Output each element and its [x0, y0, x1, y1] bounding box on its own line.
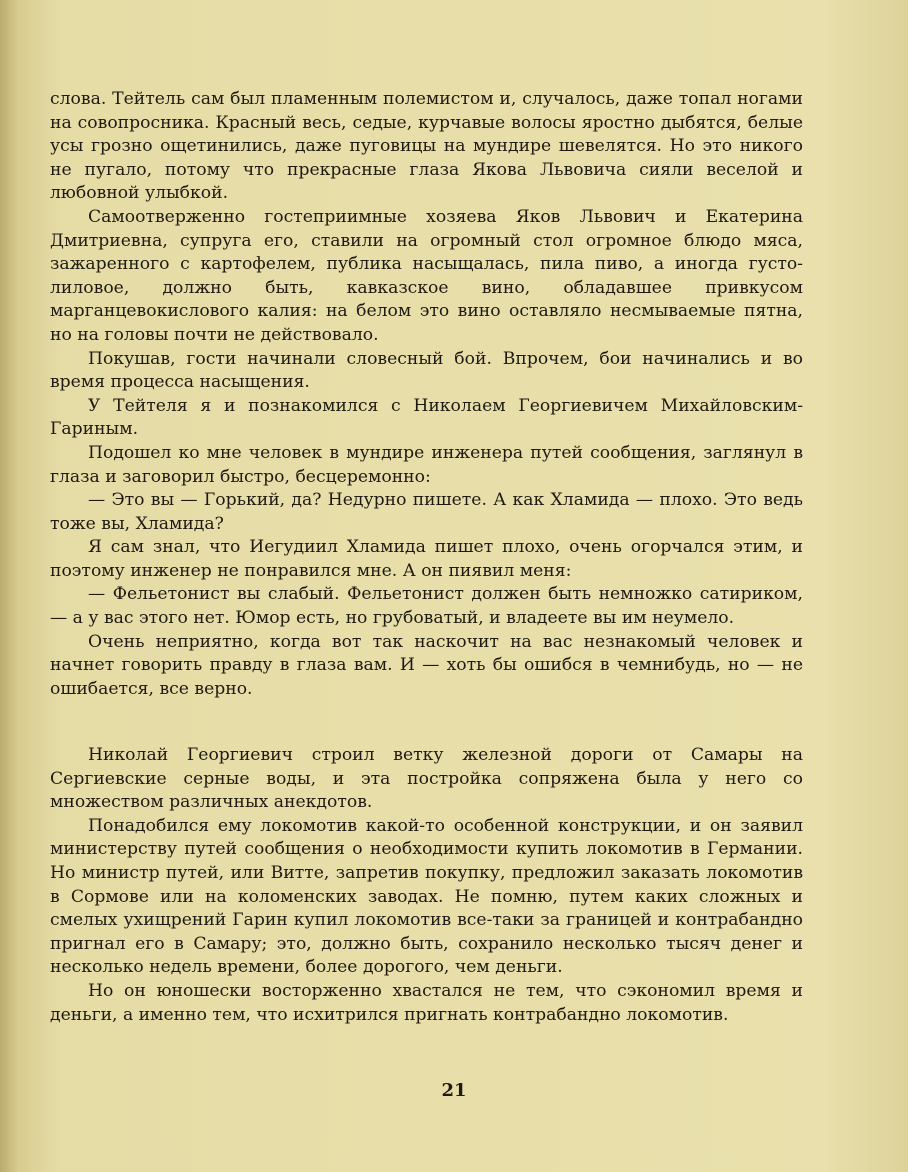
- paragraph: Я сам знал, что Иегудиил Хламида пишет плохо, очень огорчался этим, и поэтому инженер не понравился мне. А он пиявил меня:: [50, 537, 803, 581]
- paragraph: Понадобился ему локомотив какой-то особенной конструкции, и он заявил министерству путей сообщения о необходимости купить локомотив в Германии. Но министр путей, или Витте, запретив покупку, предложил заказать локомотив в Сормове или на коломенских заводах. Не помню, путем каких сложных и смелых ухищрений Гарин купил локомотив все-таки за границей и контрабандно пригнал его в Самару; это, должно быть, сохранило несколько тысяч денег и несколько недель времени, более дорогого, чем деньги.: [50, 815, 803, 978]
- paragraph: — Фельетонист вы слабый. Фельетонист должен быть немножко сатириком, — а у вас этого нет. Юмор есть, но грубоватый, и владеете вы им неумело.: [50, 584, 803, 629]
- paragraph: Покушав, гости начинали словесный бой. Впрочем, бои начинались и во время процесса насыщения.: [50, 348, 803, 393]
- text-section-1: [50, 88, 803, 701]
- paragraph: Николай Георгиевич строил ветку железной дороги от Самары на Сергиевские серные воды, и эта постройка сопряжена была у него со множеством различных анекдотов.: [50, 745, 803, 813]
- paragraph: Подошел ко мне человек в мундире инженера путей сообщения, заглянул в глаза и заговорил быстро, бесцеремонно:: [50, 442, 803, 487]
- paragraph: — Это вы — Горький, да? Недурно пишете. А как Хламида — плохо. Это ведь тоже вы, Хламида?: [50, 490, 803, 534]
- paragraph: Но он юношески восторженно хвастался не тем, что сэкономил время и деньги, а именно тем, что исхитрился пригнать контрабандно локомотив.: [50, 980, 803, 1025]
- page-number: 21: [441, 1080, 467, 1101]
- paragraph: Очень неприятно, когда вот так наскочит на вас незнакомый человек и начнет говорить правду в глаза вам. И — хоть бы ошибся в чемнибудь, но — не ошибается, все верно.: [50, 631, 803, 699]
- paragraph: слова. Тейтель сам был пламенным полемистом и, случалось, даже топал ногами на совопросника. Красный весь, седые, курчавые волосы яростно дыбятся, белые усы грозно ощетинились, даже пуговицы на мундире шевелятся. Но это никого не пугало, потому что прекрасные глаза Якова Львовича сияли веселой и любовной улыбкой.: [50, 89, 803, 204]
- paragraph: Самоотверженно гостеприимные хозяева Яков Львович и Екатерина Дмитриевна, супруга его, ставили на огромный стол огромное блюдо мяса, зажаренного с картофелем, публика насыщалась, пила пиво, а иногда густо-лиловое, должно быть, кавказское вино, обладавшее привкусом марганцевокислового калия: на белом это вино оставляло несмываемые пятна, но на головы почти не действовало.: [50, 206, 803, 345]
- text-section-2: [50, 744, 803, 1027]
- paragraph: У Тейтеля я и познакомился с Николаем Георгиевичем Михайловским-Гариным.: [50, 395, 803, 440]
